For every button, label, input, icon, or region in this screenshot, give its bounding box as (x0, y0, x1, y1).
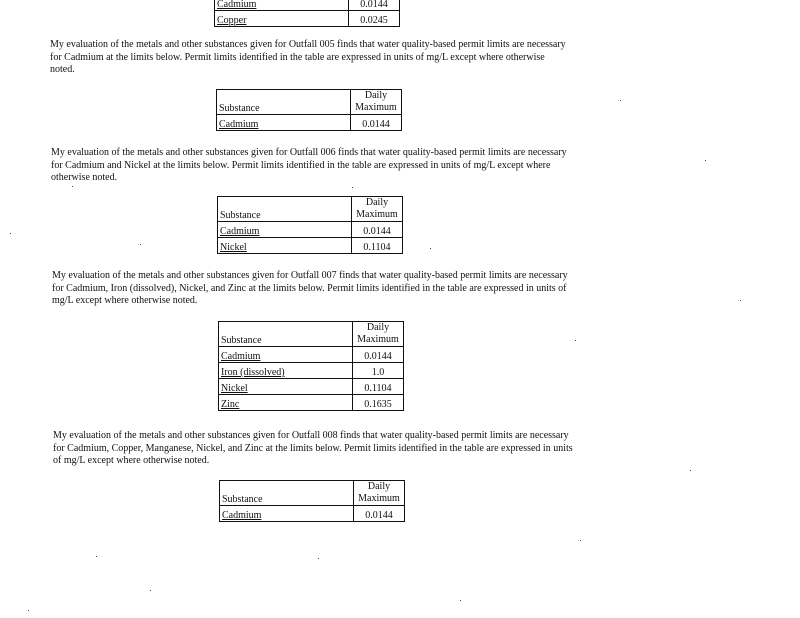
substance-cell: Nickel (218, 238, 352, 254)
table-row (220, 506, 405, 522)
substance-cell: Cadmium (219, 347, 353, 363)
outfall-008-paragraph: My evaluation of the metals and other substances given for Outfall 008 finds that water quality-based permit limits are necessary for Cadmium, Copper, Manganese, Nickel, and Zinc at the limits below. Permit limits identified in the table are expressed in units of mg/L except where otherwise noted. (53, 430, 573, 466)
table-row (215, 11, 400, 27)
table-row (218, 222, 403, 238)
substance-header: Substance (220, 481, 354, 506)
daily-maximum-cell: 0.1104 (353, 379, 404, 395)
table-header-row (218, 197, 403, 222)
substance-cell: Zinc (219, 395, 353, 411)
limits-table-outfall-006 (217, 196, 403, 254)
table-header-row (217, 90, 402, 115)
table-row (217, 115, 402, 131)
daily-maximum-header: Daily Maximum (352, 197, 403, 222)
daily-maximum-cell: 0.1104 (352, 238, 403, 254)
table-row (215, 0, 400, 11)
table-header-row (220, 481, 405, 506)
table-row (219, 347, 404, 363)
substance-cell: Cadmium (220, 506, 354, 522)
daily-maximum-header: Daily Maximum (351, 90, 402, 115)
substance-cell: Cadmium (218, 222, 352, 238)
substance-cell: Cadmium (217, 115, 351, 131)
table-row (219, 363, 404, 379)
substance-cell: Cadmium (215, 0, 349, 11)
daily-maximum-cell: 1.0 (353, 363, 404, 379)
daily-maximum-header: Daily Maximum (353, 322, 404, 347)
daily-maximum-cell: 0.0245 (349, 11, 400, 27)
table-row (218, 238, 403, 254)
table-row (219, 379, 404, 395)
daily-maximum-cell: 0.1635 (353, 395, 404, 411)
substance-header: Substance (218, 197, 352, 222)
substance-cell: Copper (215, 11, 349, 27)
limits-table-outfall-008 (219, 480, 405, 522)
daily-maximum-cell: 0.0144 (353, 347, 404, 363)
daily-maximum-cell: 0.0144 (351, 115, 402, 131)
outfall-007-paragraph: My evaluation of the metals and other substances given for Outfall 007 finds that water quality-based permit limits are necessary for Cadmium, Iron (dissolved), Nickel, and Zinc at the limits below. Permit limits identified in the table are expressed in units of mg/L except where otherwise noted. (52, 270, 568, 306)
outfall-005-paragraph: My evaluation of the metals and other substances given for Outfall 005 finds that water quality-based permit limits are necessary for Cadmium at the limits below. Permit limits identified in the table are expressed in units of mg/L except where otherwise noted. (50, 39, 566, 75)
substance-cell: Iron (dissolved) (219, 363, 353, 379)
daily-maximum-header: Daily Maximum (354, 481, 405, 506)
daily-maximum-cell: 0.0144 (354, 506, 405, 522)
table-row (219, 395, 404, 411)
daily-maximum-cell: 0.0144 (349, 0, 400, 11)
limits-table-outfall-007 (218, 321, 404, 411)
substance-header: Substance (217, 90, 351, 115)
limits-table-outfall-005 (216, 89, 402, 131)
substance-cell: Nickel (219, 379, 353, 395)
substance-header: Substance (219, 322, 353, 347)
outfall-006-paragraph: My evaluation of the metals and other substances given for Outfall 006 finds that water quality-based permit limits are necessary for Cadmium and Nickel at the limits below. Permit limits identified in the table are expressed in units of mg/L except where otherwise noted. (51, 147, 567, 183)
daily-maximum-cell: 0.0144 (352, 222, 403, 238)
limits-table-top-partial (214, 0, 400, 27)
table-header-row (219, 322, 404, 347)
